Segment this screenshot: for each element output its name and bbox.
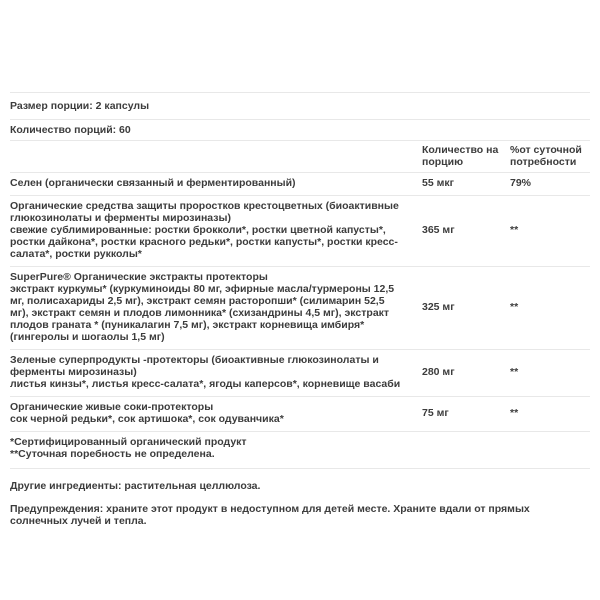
ingredient-amount: 365 мг bbox=[422, 224, 455, 236]
ingredient-name: Органические живые соки-протекторы bbox=[10, 401, 214, 413]
ingredient-details: свежие сублимированные: ростки брокколи*, ростки цветной капусты*, ростки дайкона*, ростки красного редьки*, ростки капусты*, ростки кресс-салата*, ростки рукколы* bbox=[10, 224, 398, 260]
table-row bbox=[10, 266, 590, 349]
ingredient-name-cell bbox=[10, 354, 422, 390]
serving-size-text: Размер порции: 2 капсулы bbox=[10, 100, 150, 112]
table-header-row bbox=[10, 140, 590, 172]
ingredient-name: SuperPure® Органические экстракты протекторы bbox=[10, 271, 268, 283]
table-row bbox=[10, 349, 590, 396]
ingredient-name-cell bbox=[10, 177, 422, 189]
amount-column-header: Количество на порцию bbox=[422, 144, 499, 168]
footnote-certified-organic: *Сертифицированный органический продукт bbox=[10, 436, 247, 448]
ingredient-daily-value: ** bbox=[510, 224, 519, 236]
servings-count-row bbox=[10, 119, 590, 140]
ingredient-daily-value: ** bbox=[510, 301, 519, 313]
ingredient-rows bbox=[10, 172, 590, 431]
servings-count-text: Количество порций: 60 bbox=[10, 124, 131, 136]
footnotes-row bbox=[10, 431, 590, 469]
ingredient-name-cell bbox=[10, 200, 422, 260]
ingredient-daily-value: 79% bbox=[510, 177, 532, 189]
table-row bbox=[10, 195, 590, 266]
footnote-daily-value-undefined: **Суточная поребность не определена. bbox=[10, 448, 215, 460]
table-row bbox=[10, 172, 590, 195]
ingredient-name: Органические средства защиты проростков крестоцветных (биоактивные глюкозинолаты и ферменты мирозиназы) bbox=[10, 200, 399, 224]
daily-value-column-header: %от суточной потребности bbox=[510, 144, 582, 168]
ingredient-daily-value: ** bbox=[510, 366, 519, 378]
ingredient-amount: 325 мг bbox=[422, 301, 455, 313]
ingredient-amount: 280 мг bbox=[422, 366, 455, 378]
ingredient-details: листья кинзы*, листья кресс-салата*, ягоды каперсов*, корневище васаби bbox=[10, 378, 401, 390]
ingredient-details: экстракт куркумы* (куркуминоиды 80 мг, эфирные масла/турмероны 12,5 мг, полисахариды 2,5 мг), экстракт семян расторопши* (силимарин 52,5 мг), экстракт семян и плодов лимонника* (схизандрины 4,5 мг), экстракт плодов граната * (пуникалагин 7,5 мг), экстракт корневища имбиря* (гингеролы и шогаолы 1,5 мг) bbox=[10, 283, 395, 343]
ingredient-name: Зеленые суперпродукты -протекторы (биоактивные глюкозинолаты и ферменты мирозиназы) bbox=[10, 354, 379, 378]
ingredient-daily-value: ** bbox=[510, 407, 519, 419]
table-row bbox=[10, 396, 590, 431]
ingredient-amount: 55 мкг bbox=[422, 177, 454, 189]
ingredient-details: сок черной редьки*, сок артишока*, сок одуванчика* bbox=[10, 413, 284, 425]
other-ingredients-text: Другие ингредиенты: растительная целлюлоза. bbox=[10, 480, 261, 492]
ingredient-amount: 75 мг bbox=[422, 407, 449, 419]
ingredient-name-cell bbox=[10, 271, 422, 343]
warnings-text: Предупреждения: храните этот продукт в недоступном для детей месте. Храните вдали от прямых солнечных лучей и тепла. bbox=[10, 503, 530, 527]
supplement-facts-table bbox=[10, 92, 590, 469]
ingredient-name: Селен (органически связанный и ферментированный) bbox=[10, 177, 296, 189]
ingredient-name-cell bbox=[10, 401, 422, 425]
serving-size-row bbox=[10, 92, 590, 119]
